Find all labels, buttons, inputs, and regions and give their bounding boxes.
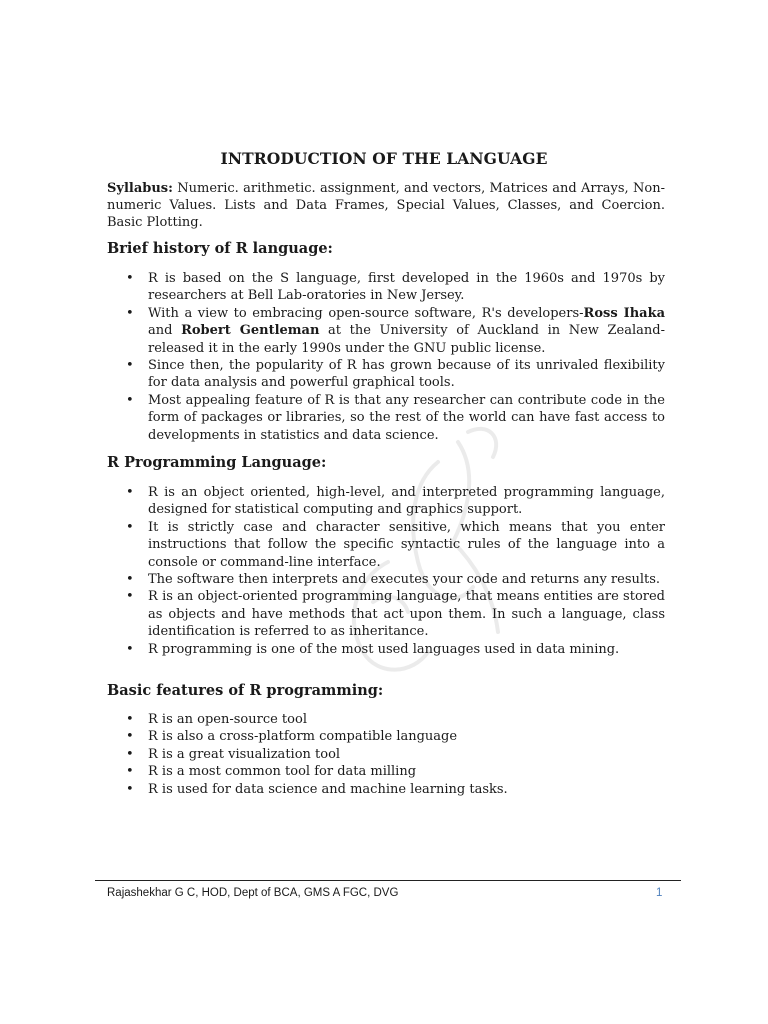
syllabus-paragraph [107,180,665,231]
footer-author: Rajashekhar G C, HOD, Dept of BCA, GMS A FGC, DVG [107,887,399,899]
list-item-text: R is an object oriented, high-level, and interpreted programming language, designed for statistical computing and graphics support. [148,485,665,518]
list-item-text: R is based on the S language, first developed in the 1960s and 1970s by researchers at Bell Lab-oratories in New Jersey. [148,271,665,304]
features-list [107,711,665,798]
list-item-text: R is a most common tool for data milling [148,764,417,780]
list-item [107,781,665,798]
section-heading-programming: R Programming Language: [107,454,327,471]
list-item-text: and [148,323,182,339]
section-heading-features: Basic features of R programming: [107,682,384,699]
document-title: INTRODUCTION OF THE LANGUAGE [220,149,548,168]
list-item [107,305,665,357]
list-item [107,711,665,728]
syllabus-label: Syllabus: [107,181,173,196]
developer-name: Robert Gentleman [181,323,320,339]
list-item-text: The software then interprets and executes your code and returns any results. [148,572,661,588]
list-item [107,571,665,588]
developer-name: Ross Ihaka [583,305,665,321]
footer-divider [95,880,681,881]
list-item [107,641,665,658]
list-item-text: R programming is one of the most used languages used in data mining. [148,641,620,657]
list-item-text: Most appealing feature of R is that any researcher can contribute code in the form of packages or libraries, so the rest of the world can have fast access to developments in statistics and data science. [148,392,665,443]
list-item [107,763,665,780]
list-item [107,270,665,305]
programming-list [107,484,665,658]
list-item-text: It is strictly case and character sensitive, which means that you enter instructions that follow the specific syntactic rules of the language into a console or command-line interface. [148,519,665,570]
list-item-text: R is an open-source tool [148,712,307,727]
list-item-text: Since then, the popularity of R has grown because of its unrivaled flexibility for data analysis and powerful graphical tools. [148,358,665,391]
list-item-text: With a view to embracing open-source software, R's developers- [148,305,584,321]
list-item [107,588,665,640]
list-item [107,392,665,444]
history-list [107,270,665,444]
list-item-text: at the University of Auckland in New Zealand-released it in the early 1990s under the GNU public license. [148,323,666,356]
list-item-text: R is also a cross-platform compatible language [148,729,458,745]
list-item-text: R is a great visualization tool [148,746,341,762]
list-item [107,728,665,745]
page-number: 1 [656,887,663,899]
list-item-text: R is an object-oriented programming language, that means entities are stored as objects and have methods that act upon them. In such a language, class identification is referred to as inheritance. [148,589,665,640]
syllabus-text: Numeric. arithmetic. assignment, and vectors, Matrices and Arrays, Non-numeric Values. Lists and Data Frames, Special Values, Classes, and Coercion. Basic Plotting. [107,181,665,230]
list-item [107,519,665,571]
list-item-text: R is used for data science and machine learning tasks. [148,781,508,797]
list-item [107,357,665,392]
list-item [107,484,665,519]
list-item [107,746,665,763]
section-heading-history: Brief history of R language: [107,240,333,257]
